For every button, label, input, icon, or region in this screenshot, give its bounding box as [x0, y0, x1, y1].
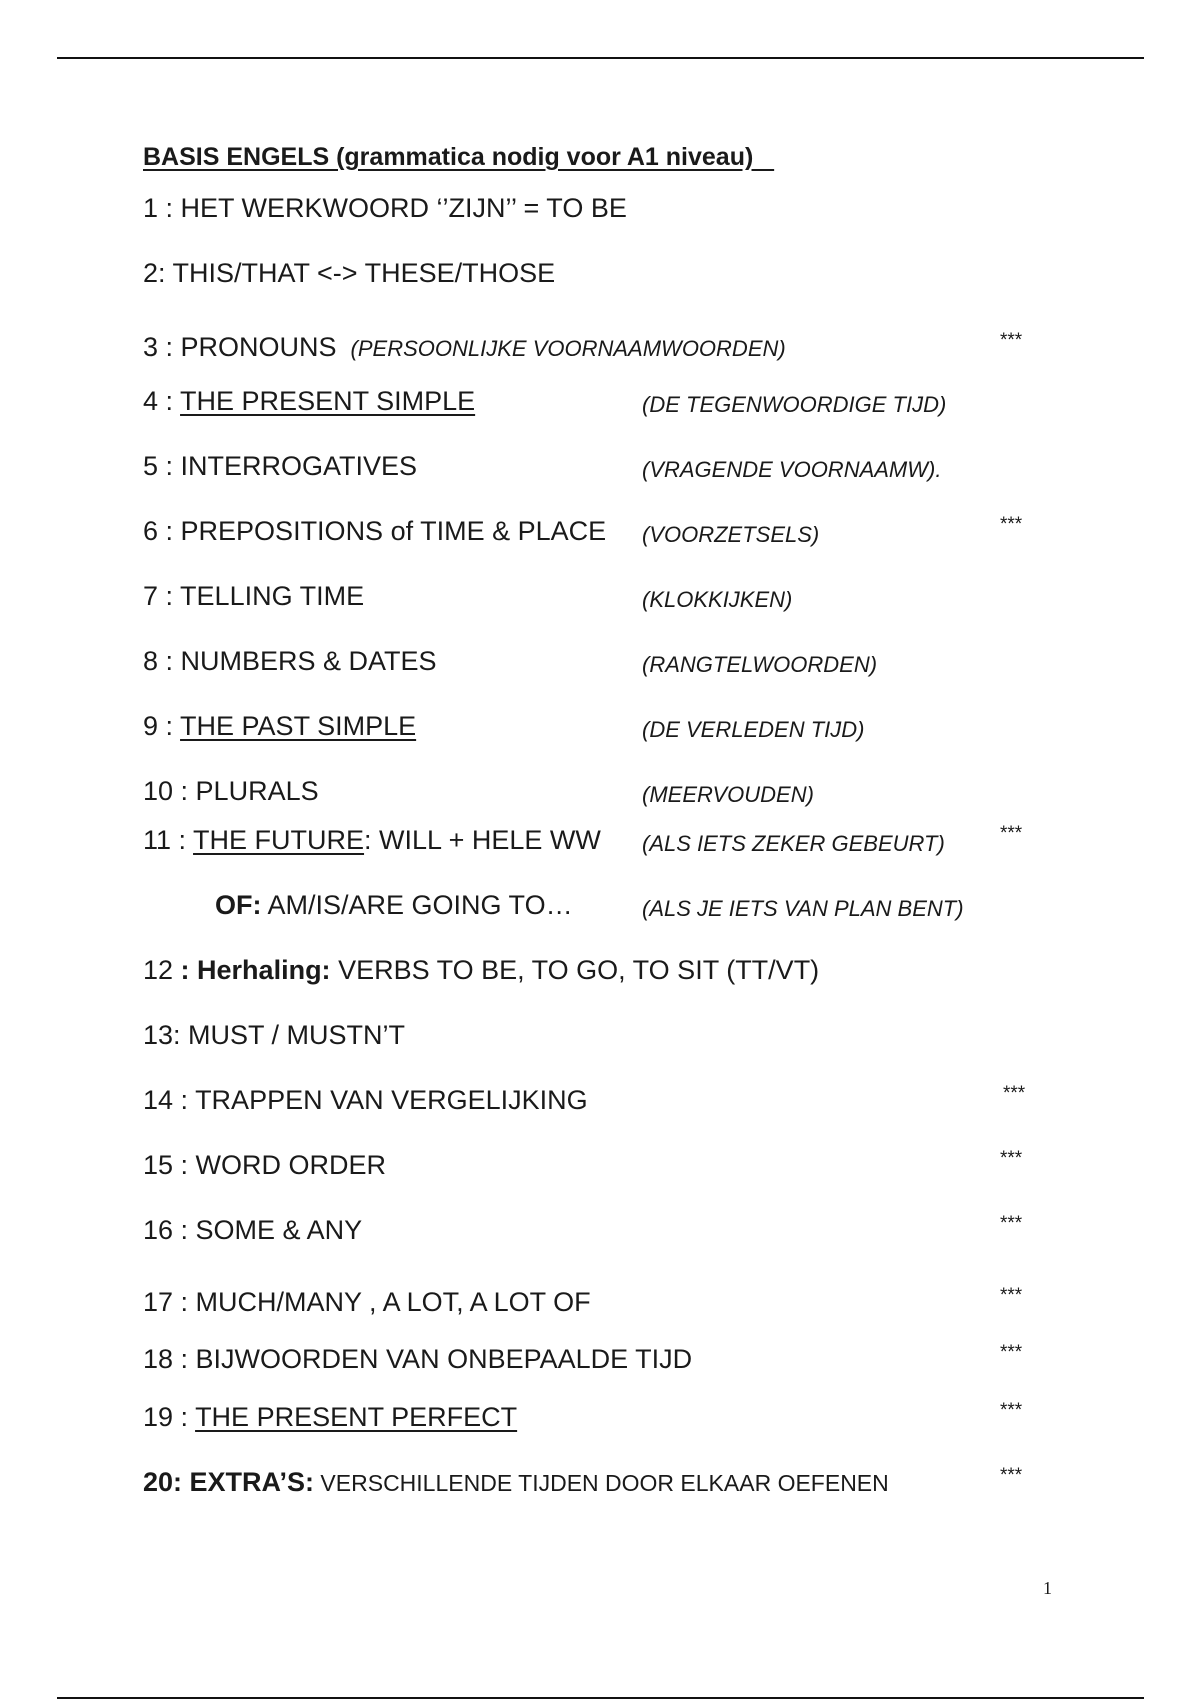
item-note: (MEERVOUDEN) — [642, 782, 814, 807]
toc-item-5 — [143, 451, 1043, 485]
item-number: 16 : — [143, 1215, 196, 1245]
toc-item-12 — [143, 955, 1043, 989]
toc-item-17 — [143, 1287, 1043, 1321]
item-title-underlined: THE FUTURE — [193, 825, 365, 855]
item-number: 19 : — [143, 1402, 196, 1432]
item-title: MUCH/MANY , A LOT, A LOT OF — [195, 1287, 591, 1317]
item-title: TRAPPEN VAN VERGELIJKING — [195, 1085, 588, 1115]
item-number: 10 : — [143, 776, 196, 806]
item-number: 14 : — [143, 1085, 196, 1115]
item-number: 15 : — [143, 1150, 196, 1180]
toc-item-3 — [143, 332, 1043, 366]
item-title: THIS/THAT <-> THESE/THOSE — [172, 258, 556, 288]
item-title: MUST / MUSTN’T — [188, 1020, 406, 1050]
item-note: (DE TEGENWOORDIGE TIJD) — [642, 392, 947, 417]
toc-item-10 — [143, 776, 1043, 810]
item-note: (ALS JE IETS VAN PLAN BENT) — [642, 896, 964, 921]
top-rule — [57, 57, 1144, 59]
toc-item-18 — [143, 1344, 1043, 1378]
item-title: AM/IS/ARE GOING TO… — [261, 890, 573, 920]
priority-stars: *** — [1000, 1213, 1023, 1234]
item-bold-prefix: 20: EXTRA’S: — [143, 1467, 315, 1497]
item-title-rest: : WILL + HELE WW — [364, 825, 601, 855]
item-number: 11 : — [143, 825, 194, 855]
priority-stars: *** — [1000, 514, 1023, 535]
item-note: (KLOKKIJKEN) — [642, 587, 793, 612]
priority-stars: *** — [1000, 823, 1023, 844]
document-title: BASIS ENGELS (grammatica nodig voor A1 niveau) — [143, 143, 775, 171]
item-bold-prefix: : Herhaling: — [180, 955, 331, 985]
item-number: 2: — [143, 258, 173, 288]
bottom-rule — [57, 1697, 1144, 1699]
page-number: 1 — [1043, 1578, 1052, 1598]
toc-item-11-alternative — [143, 890, 1043, 924]
priority-stars: *** — [1000, 1400, 1023, 1421]
item-number: 13: — [143, 1020, 189, 1050]
priority-stars: *** — [1000, 1465, 1023, 1486]
priority-stars: *** — [1000, 1285, 1023, 1306]
item-note: (ALS IETS ZEKER GEBEURT) — [642, 831, 945, 856]
item-number: 4 : — [143, 386, 181, 416]
item-note: (VRAGENDE VOORNAAMW). — [642, 457, 942, 482]
item-title: THE PAST SIMPLE — [180, 711, 417, 741]
toc-item-20 — [143, 1467, 1043, 1501]
item-number: 18 : — [143, 1344, 196, 1374]
item-title: HET WERKWOORD ‘’ZIJN’’ = TO BE — [180, 193, 627, 223]
toc-item-15 — [143, 1150, 1043, 1184]
toc-item-11 — [143, 825, 1043, 859]
toc-item-1 — [143, 193, 1043, 227]
toc-item-16 — [143, 1215, 1043, 1249]
item-note: (RANGTELWOORDEN) — [642, 652, 878, 677]
item-bold-prefix: OF: — [215, 890, 262, 920]
toc-item-13 — [143, 1020, 1043, 1054]
item-note: (DE VERLEDEN TIJD) — [642, 717, 865, 742]
item-note: (VOORZETSELS) — [642, 522, 820, 547]
item-number: 1 : — [143, 193, 181, 223]
item-title: THE PRESENT PERFECT — [195, 1402, 518, 1432]
item-title: BIJWOORDEN VAN ONBEPAALDE TIJD — [195, 1344, 693, 1374]
priority-stars: *** — [1003, 1083, 1026, 1104]
item-title: TELLING TIME — [180, 581, 365, 611]
item-title: VERSCHILLENDE TIJDEN DOOR ELKAAR OEFENEN — [314, 1470, 889, 1496]
priority-stars: *** — [1000, 330, 1023, 351]
item-note: (PERSOONLIJKE VOORNAAMWOORDEN) — [350, 336, 786, 361]
toc-item-4 — [143, 386, 1043, 420]
toc-item-8 — [143, 646, 1043, 680]
priority-stars: *** — [1000, 1342, 1023, 1363]
item-title: NUMBERS & DATES — [180, 646, 437, 676]
item-title: THE PRESENT SIMPLE — [180, 386, 476, 416]
toc-item-2 — [143, 258, 1043, 292]
item-number: 5 : — [143, 451, 181, 481]
item-title: VERBS TO BE, TO GO, TO SIT (TT/VT) — [330, 955, 820, 985]
item-number: 17 : — [143, 1287, 196, 1317]
item-number: 12 — [143, 955, 181, 985]
item-number: 6 : — [143, 516, 181, 546]
item-number: 3 : — [143, 332, 181, 362]
toc-item-19 — [143, 1402, 1043, 1436]
item-number: 8 : — [143, 646, 181, 676]
item-number: 9 : — [143, 711, 181, 741]
priority-stars: *** — [1000, 1148, 1023, 1169]
item-title: INTERROGATIVES — [180, 451, 418, 481]
item-title: SOME & ANY — [195, 1215, 363, 1245]
item-title: PREPOSITIONS of TIME & PLACE — [180, 516, 607, 546]
toc-item-7 — [143, 581, 1043, 615]
toc-item-14 — [143, 1085, 1043, 1119]
item-title: PLURALS — [195, 776, 319, 806]
toc-item-9 — [143, 711, 1043, 745]
item-title: WORD ORDER — [195, 1150, 387, 1180]
toc-item-6 — [143, 516, 1043, 550]
item-number: 7 : — [143, 581, 181, 611]
item-title: PRONOUNS — [180, 332, 337, 362]
